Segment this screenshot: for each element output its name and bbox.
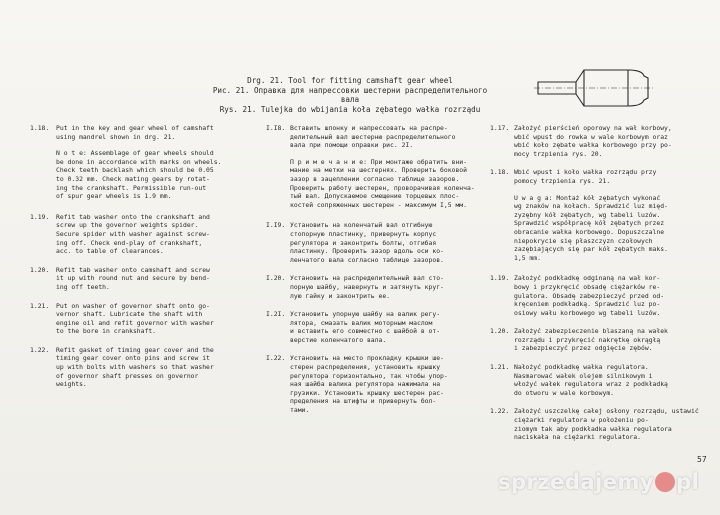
step-text: Установить упорную шайбу на валик регу- лятора, смазать валик моторным маслом и вставить его совместно с шайбой в от- верстие коленчатого вала. bbox=[290, 310, 441, 344]
step-number: 1.20. bbox=[490, 327, 510, 336]
step-text: Refit gasket of timing gear cover and the timing gear cover onto pins and screw it up with bolts with washers so that washer of governor shaft presses on governor weights. bbox=[56, 345, 214, 389]
step-number: 1.18. bbox=[490, 168, 510, 177]
figure-caption bbox=[170, 76, 530, 114]
step-text: Put in the key and gear wheel of camshaft using mandrel shown in drg. 21. bbox=[56, 124, 214, 141]
step-text: Założyć pierścień oporowy na wał korbowy, wbić wpust do rowka w wale korbowym oraz wbić koło zębate wałka korbowego przy po- mocy trzpienia rys. 20. bbox=[514, 124, 672, 158]
step-1-19-pl bbox=[486, 274, 700, 317]
caption-english: Drg. 21. Tool for fitting camshaft gear wheel bbox=[247, 76, 453, 85]
page-number: 57 bbox=[697, 455, 707, 464]
step-1-19-en bbox=[20, 213, 260, 256]
step-number: 1.20. bbox=[30, 265, 50, 274]
step-text: Założyć uszczelkę całej osłony rozrządu, ustawić ciężarki regulatora w położeniu po- ziomym tak aby podkładka wałka regulatora naciskała na ciężarki regulatora. bbox=[514, 407, 699, 442]
step-text: Установить на распределительный вал сто- порную шайбу, навернуть и затянуть круг- лую гайку и законтрить ее. bbox=[290, 274, 444, 300]
mandrel-drawing bbox=[532, 64, 664, 120]
watermark-tld: pl bbox=[676, 470, 700, 494]
step-1-22-en bbox=[20, 346, 260, 389]
step-number: I.I9. bbox=[266, 221, 286, 230]
watermark-dot-icon bbox=[655, 472, 675, 492]
caption-russian-cont: вала bbox=[340, 95, 360, 104]
step-number: 1.22. bbox=[30, 345, 50, 354]
step-1-20-pl bbox=[486, 327, 700, 353]
step-1-18-ru bbox=[262, 124, 484, 150]
step-1-18-en bbox=[20, 124, 260, 141]
caption-russian: Рис. 21. Оправка для напрессовки шестерни распределительного bbox=[212, 85, 488, 95]
step-1-21-pl bbox=[486, 363, 700, 397]
step-number: 1.22. bbox=[490, 407, 510, 416]
step-number: 1.19. bbox=[490, 274, 510, 283]
note-pl: U w a g a: Montaż kół zębatych wykonać wg znaków na kołach. Sprawdzić luz międ- zyzębny kół zębatych, wg tabeli luzów. Sprawdzić współpracę kół zębatych przez obracanie wałka korbowego. Dopuszczalne niepokrycie się płaszczyzn czołowych zazębiających się par kół zębatych maks. 1,5 mm. bbox=[514, 193, 668, 262]
step-text: Nałożyć podkładkę wałka regulatora. Nasmarować wałek olejem silnikowym i włożyć wałek regulatora wraz z podkładką do otworu w wale korbowym. bbox=[514, 363, 668, 397]
step-text: Put on washer of governor shaft onto go- vernor shaft. Lubricate the shaft with engine oil and refit governor with washer to the bore in crankshaft. bbox=[56, 301, 214, 336]
note-en: N o t e: Assemblage of gear wheels should be done in accordance with marks on wheels. Check teeth backlash which should be 0.05 to 0.32 mm. Check mating gears by rotat- ing the crankshaft. Permissible run-out of spur gear wheels is 1.9 mm. bbox=[56, 149, 222, 201]
step-1-20-en bbox=[20, 266, 260, 292]
step-text: Refit tab washer onto the crankshaft and screw up the governor weights spider. Secure spider with washer against screw- ing off. Check end-play of crankshaft, acc. to table of clearances. bbox=[56, 212, 210, 256]
step-text: Wbić wpust i koło wałka rozrządu przy pomocy trzpienia rys. 21. bbox=[514, 168, 657, 185]
step-1-22-ru bbox=[262, 354, 484, 414]
step-number: 1.21. bbox=[490, 363, 510, 372]
step-number: I.2I. bbox=[266, 310, 286, 319]
step-number: I.I8. bbox=[266, 124, 286, 132]
step-number: 1.19. bbox=[30, 212, 50, 221]
step-1-21-en bbox=[20, 302, 260, 336]
step-1-18-pl bbox=[486, 168, 700, 185]
step-text: Założyć podkładkę odginaną na wał kor- bowy i przykręcić obsadę ciężarków re- gulatora. Obsadę zabezpieczyć przed od- kręceniem podkładką. Sprawdzić luz po- osiowy wału korbowego wg tabeli luzów. bbox=[514, 274, 665, 317]
step-1-17-pl bbox=[486, 124, 700, 158]
column-russian bbox=[262, 124, 484, 425]
note-ru: П р и м е ч а н и е: При монтаже обратить вни- мание на метки на шестернях. Проверить боковой зазор в зацеплении согласно таблице зазоров. Проверить работу шестерен, проворачивая коленча- тый вал. Допускаемое смещение торцевых плос- костей сопряженных шестерен - максимум I,5 мм. bbox=[290, 157, 475, 209]
step-1-20-ru bbox=[262, 274, 484, 300]
step-text: Вставить шпонку и напрессовать на распре- делительный вал шестерню распределительного вала при помощи оправки рис. 2I. bbox=[290, 124, 456, 150]
step-number: I.20. bbox=[266, 274, 286, 283]
step-text: Установить на коленчатый вал отгибную стопорную пластинку, привернуть корпус регулятора и законтрить болты, отгибая пластинку. Проверить зазор вдоль оси ко- ленчатого вала согласно таблице зазоров. bbox=[290, 221, 444, 264]
step-1-22-pl bbox=[486, 407, 700, 441]
step-number: 1.18. bbox=[30, 124, 50, 132]
step-number: 1.17. bbox=[490, 124, 510, 132]
step-number: 1.21. bbox=[30, 301, 50, 310]
column-polish bbox=[486, 124, 700, 452]
column-english bbox=[20, 124, 260, 399]
step-1-19-ru bbox=[262, 221, 484, 264]
watermark bbox=[498, 470, 708, 504]
watermark-text: sprzedajemy bbox=[498, 470, 655, 494]
step-text: Установить на место прокладку крышки ше- стерен распределения, установить крышку регулятора горизонтально, так чтобы упор- ная шайба валика регулятора нажимала на грузики. Установить крышку шестерен рас- пределения на штифты и привернуть бол- тами. bbox=[290, 354, 448, 415]
step-1-21-ru bbox=[262, 310, 484, 344]
step-number: I.22. bbox=[266, 354, 286, 363]
step-text: Założyć zabezpieczenie blaszaną na wałek rozrządu i przykręcić nakrętkę okrągłą i zabezpieczyć przez odgięcie zębów. bbox=[514, 327, 668, 353]
step-text: Refit tab washer onto camshaft and screw it up with round nut and secure by bend- ing off teeth. bbox=[56, 265, 210, 291]
caption-polish: Rys. 21. Tulejka do wbijania koła zębatego wałka rozrządu bbox=[219, 104, 481, 114]
